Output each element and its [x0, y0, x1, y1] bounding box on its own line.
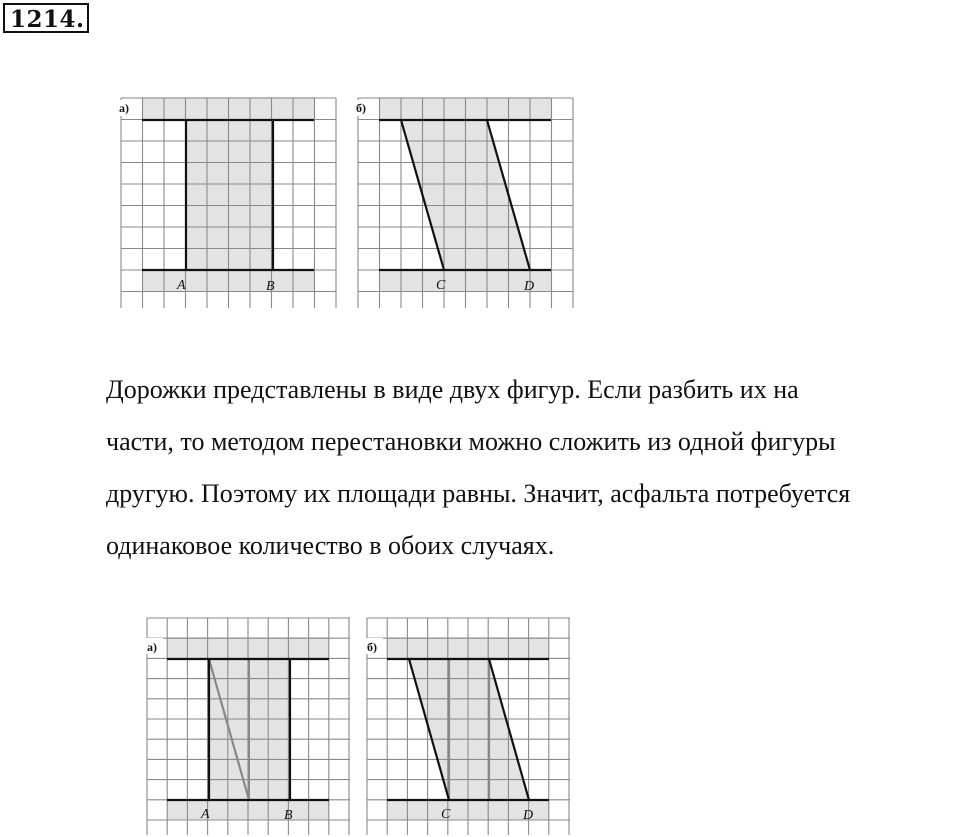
text-line: одинаковое количество в обоих случаях. [106, 531, 555, 560]
path-shade [409, 659, 529, 800]
text-line: другую. Поэтому их площади равны. Значит, асфальта потребуется [106, 479, 851, 508]
point-label-c: C [441, 807, 451, 822]
text-line: части, то методом перестановки можно сложить из одной фигуры [106, 427, 836, 456]
text-line: Дорожки представлены в виде двух фигур. Если разбить их на [106, 375, 799, 404]
figure-tag: а) [147, 640, 157, 654]
figure-bottom-a [145, 618, 350, 835]
point-label-b: B [266, 279, 275, 294]
figure-tag: а) [119, 101, 129, 115]
point-label-d: D [524, 279, 535, 294]
point-label-c: C [436, 278, 446, 293]
point-label-a: A [177, 278, 186, 293]
figure-bottom-b [365, 618, 570, 835]
point-label-d: D [523, 808, 534, 823]
figure-tag: б) [367, 640, 377, 654]
point-label-a: A [201, 807, 210, 822]
problem-number: 1214. [10, 6, 85, 33]
figure-tag: б) [356, 101, 366, 115]
point-label-b: B [284, 808, 293, 823]
